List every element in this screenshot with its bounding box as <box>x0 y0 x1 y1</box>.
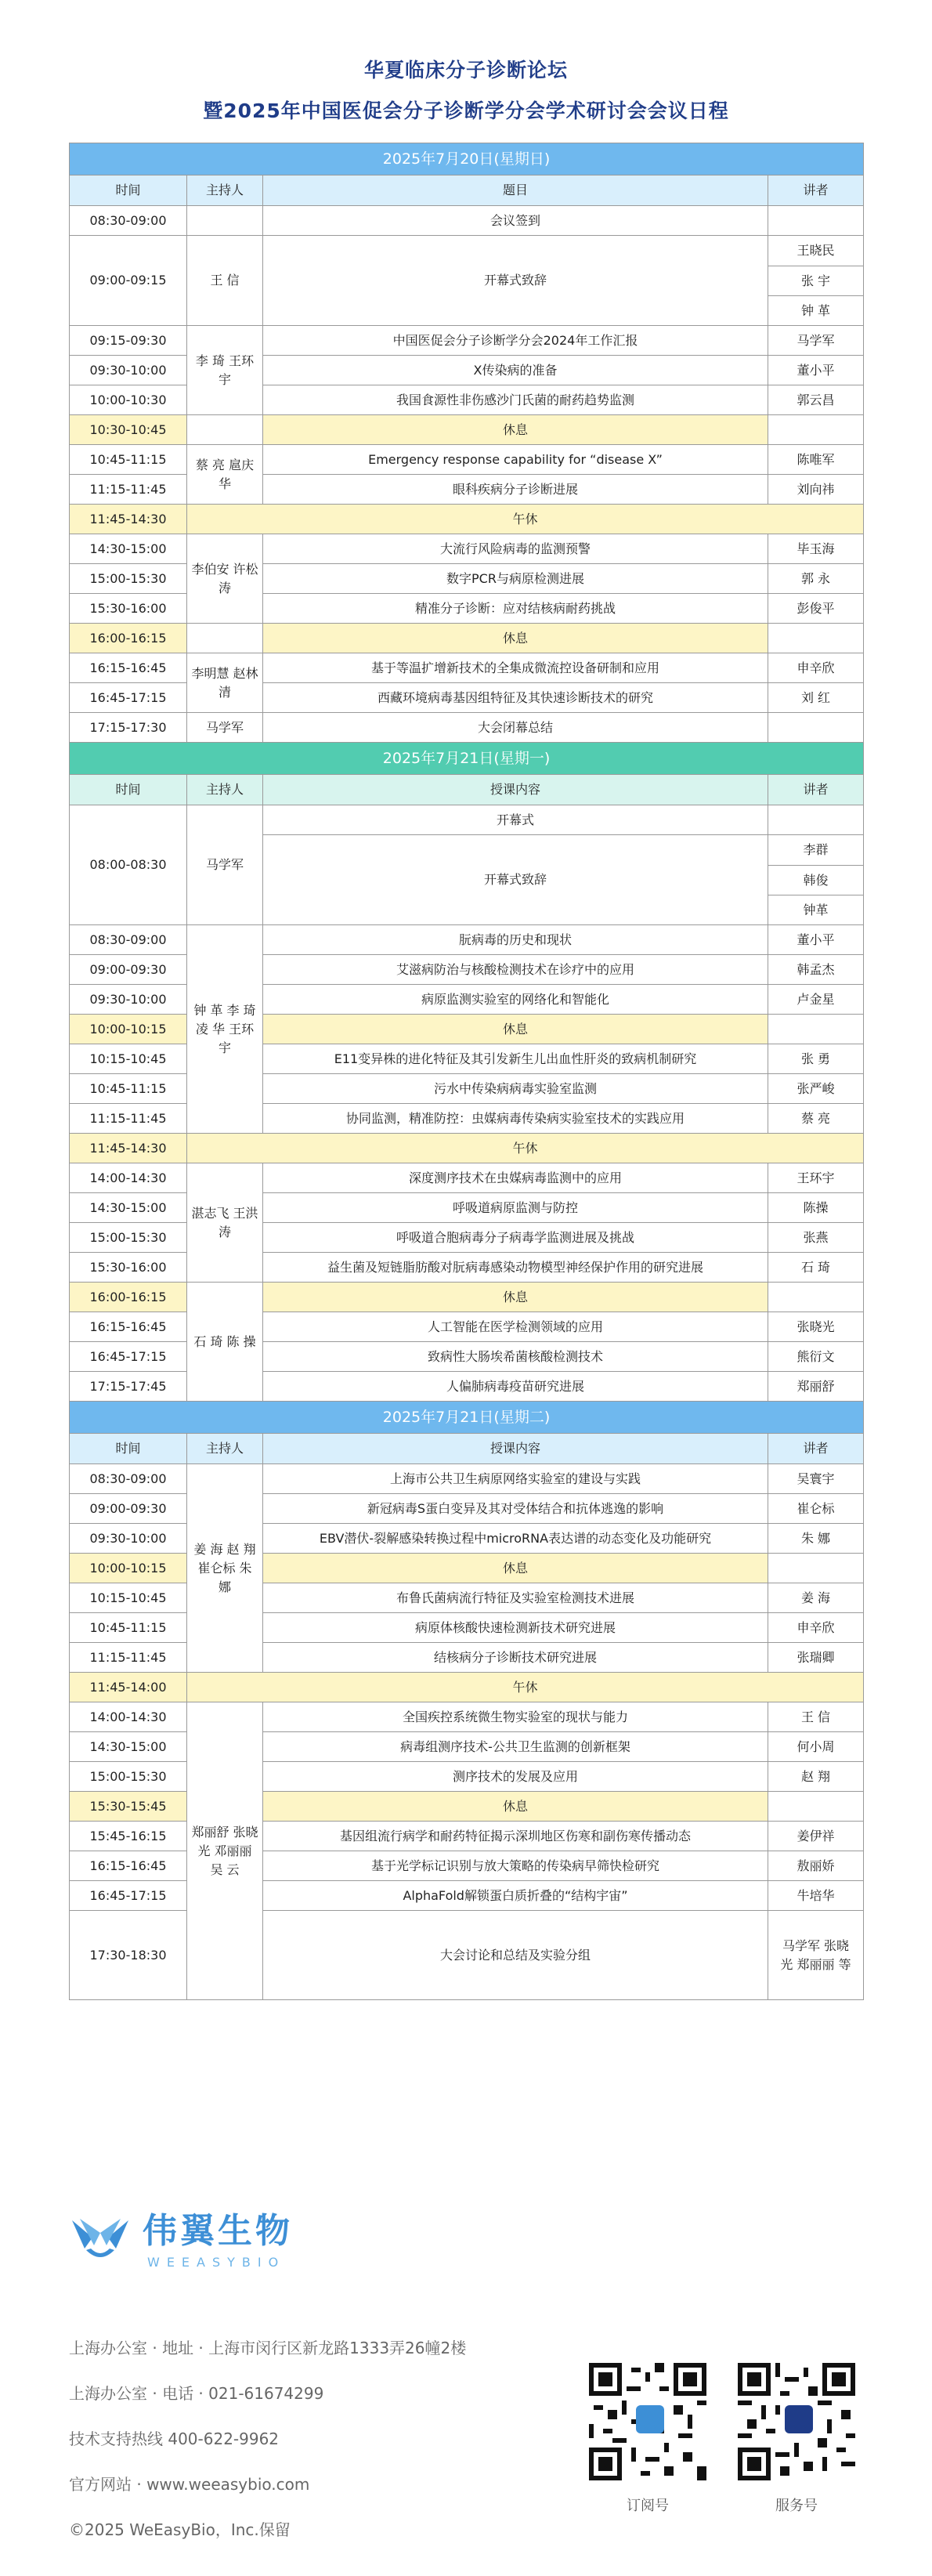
qr-label: 服务号 <box>775 2498 818 2514</box>
break-row <box>70 624 864 653</box>
time-cell: 16:00-16:15 <box>70 624 187 653</box>
time-cell: 09:15-09:30 <box>70 326 187 356</box>
logo-text-cn: 伟翼生物 <box>143 2211 293 2251</box>
time-cell: 15:30-15:45 <box>70 1792 187 1822</box>
speaker-cell: 郭云昌 <box>768 385 864 415</box>
time-cell: 16:15-16:45 <box>70 1851 187 1881</box>
table-row <box>70 445 864 475</box>
topic-cell: 呼吸道病原监测与防控 <box>263 1193 768 1223</box>
table-row <box>70 1464 864 1494</box>
time-cell: 10:00-10:15 <box>70 1015 187 1044</box>
time-cell: 15:00-15:30 <box>70 1762 187 1792</box>
time-cell: 10:15-10:45 <box>70 1044 187 1074</box>
speaker-cell: 张瑞卿 <box>768 1643 864 1673</box>
day-header <box>70 1402 864 1434</box>
topic-cell: 呼吸道合胞病毒分子病毒学监测进展及挑战 <box>263 1223 768 1253</box>
speaker-cell: 王环宇 <box>768 1163 864 1193</box>
topic-cell: 基于光学标记识别与放大策略的传染病早筛快检研究 <box>263 1851 768 1881</box>
topic-cell: 开幕式致辞 <box>263 835 768 925</box>
qr-subscription[interactable] <box>589 2363 706 2515</box>
speaker-cell: 马学军 张晓光 郑丽丽 等 <box>768 1911 864 2000</box>
time-cell: 09:30-10:00 <box>70 356 187 385</box>
host-cell: 姜 海 赵 翔 崔仑标 朱 娜 <box>187 1464 263 1673</box>
speaker-cell: 陈唯军 <box>768 445 864 475</box>
topic-cell: 致病性大肠埃希菌核酸检测技术 <box>263 1342 768 1372</box>
topic-cell: 休息 <box>263 624 768 653</box>
time-cell: 09:30-10:00 <box>70 985 187 1015</box>
column-header-row <box>70 1434 864 1464</box>
topic-cell: 大会闭幕总结 <box>263 713 768 743</box>
col-time: 时间 <box>70 1434 187 1464</box>
time-cell: 16:15-16:45 <box>70 653 187 683</box>
col-speaker: 讲者 <box>768 775 864 805</box>
col-host: 主持人 <box>187 175 263 206</box>
time-cell: 10:45-11:15 <box>70 445 187 475</box>
time-cell: 09:00-09:30 <box>70 1494 187 1524</box>
table-row <box>70 713 864 743</box>
host-cell: 郑丽舒 张晓光 邓丽丽 吴 云 <box>187 1702 263 2000</box>
time-cell: 16:45-17:15 <box>70 683 187 713</box>
time-cell: 11:45-14:30 <box>70 1134 187 1163</box>
time-cell: 15:30-16:00 <box>70 594 187 624</box>
host-cell <box>187 206 263 236</box>
time-cell: 10:00-10:30 <box>70 385 187 415</box>
speaker-cell: 卢金星 <box>768 985 864 1015</box>
host-cell: 李 琦 王环宇 <box>187 326 263 415</box>
support-hotline: 技术支持热线 400-622-9962 <box>69 2429 280 2448</box>
topic-cell: 病原体核酸快速检测新技术研究进展 <box>263 1613 768 1643</box>
topic-cell: 休息 <box>263 1554 768 1583</box>
time-cell: 11:15-11:45 <box>70 1643 187 1673</box>
speaker-cell: 刘 红 <box>768 683 864 713</box>
schedule-table <box>69 143 864 2000</box>
speaker-cell <box>768 1283 864 1312</box>
col-time: 时间 <box>70 175 187 206</box>
time-cell: 16:00-16:15 <box>70 1283 187 1312</box>
topic-cell: E11变异株的进化特征及其引发新生儿出血性肝炎的致病机制研究 <box>263 1044 768 1074</box>
topic-cell: 会议签到 <box>263 206 768 236</box>
speaker-cell <box>768 805 864 835</box>
speaker-name: 李群 <box>768 835 863 866</box>
time-cell: 11:45-14:30 <box>70 505 187 534</box>
speaker-name: 王晓民 <box>768 236 863 266</box>
table-row <box>70 925 864 955</box>
time-cell: 10:00-10:15 <box>70 1554 187 1583</box>
speaker-cell: 何小周 <box>768 1732 864 1762</box>
topic-cell: 人偏肺病毒疫苗研究进展 <box>263 1372 768 1402</box>
speaker-cell <box>768 835 864 925</box>
company-logo <box>69 2209 351 2280</box>
speaker-name: 张 宇 <box>768 266 863 296</box>
topic-cell: 大会讨论和总结及实验分组 <box>263 1911 768 2000</box>
topic-cell: 基因组流行病学和耐药特征揭示深圳地区伤寒和副伤寒传播动态 <box>263 1822 768 1851</box>
host-cell <box>187 624 263 653</box>
speaker-cell: 姜 海 <box>768 1583 864 1613</box>
website-link[interactable]: 官方网站 · www.weeasybio.com <box>69 2475 310 2494</box>
topic-cell: 大流行风险病毒的监测预警 <box>263 534 768 564</box>
day-date: 2025年7月20日(星期日) <box>70 143 864 175</box>
time-cell: 14:00-14:30 <box>70 1163 187 1193</box>
table-row <box>70 1163 864 1193</box>
topic-cell: 朊病毒的历史和现状 <box>263 925 768 955</box>
footer <box>69 2209 863 2554</box>
speaker-cell: 申辛欣 <box>768 653 864 683</box>
time-cell: 10:30-10:45 <box>70 415 187 445</box>
day-date: 2025年7月21日(星期一) <box>70 743 864 775</box>
topic-cell: 我国食源性非伤感沙门氏菌的耐药趋势监测 <box>263 385 768 415</box>
topic-cell: 休息 <box>263 1015 768 1044</box>
host-cell: 石 琦 陈 操 <box>187 1283 263 1402</box>
topic-cell: 中国医促会分子诊断学分会2024年工作汇报 <box>263 326 768 356</box>
speaker-cell: 敖丽娇 <box>768 1851 864 1881</box>
speaker-cell: 吴寰宇 <box>768 1464 864 1494</box>
time-cell: 15:45-16:15 <box>70 1822 187 1851</box>
topic-cell: AlphaFold解锁蛋白质折叠的“结构宇宙” <box>263 1881 768 1911</box>
speaker-cell: 马学军 <box>768 326 864 356</box>
speaker-cell <box>768 236 864 326</box>
speaker-cell: 张严峻 <box>768 1074 864 1104</box>
col-time: 时间 <box>70 775 187 805</box>
topic-cell: 深度测序技术在虫媒病毒监测中的应用 <box>263 1163 768 1193</box>
speaker-cell: 彭俊平 <box>768 594 864 624</box>
time-cell: 11:45-14:00 <box>70 1673 187 1702</box>
host-cell: 蔡 亮 扈庆华 <box>187 445 263 505</box>
qr-code-icon <box>589 2363 706 2480</box>
speaker-cell <box>768 206 864 236</box>
logo-wings-icon <box>69 2214 132 2264</box>
col-topic: 授课内容 <box>263 775 768 805</box>
host-cell: 李伯安 许松涛 <box>187 534 263 624</box>
speaker-cell: 韩孟杰 <box>768 955 864 985</box>
speaker-cell: 郭 永 <box>768 564 864 594</box>
speaker-cell: 张燕 <box>768 1223 864 1253</box>
topic-cell: 布鲁氏菌病流行特征及实验室检测技术进展 <box>263 1583 768 1613</box>
day-header <box>70 743 864 775</box>
topic-cell: 基于等温扩增新技术的全集成微流控设备研制和应用 <box>263 653 768 683</box>
column-header-row <box>70 175 864 206</box>
table-row <box>70 805 864 835</box>
time-cell: 10:45-11:15 <box>70 1613 187 1643</box>
qr-code-icon <box>738 2363 855 2480</box>
topic-cell: 病原监测实验室的网络化和智能化 <box>263 985 768 1015</box>
col-topic: 授课内容 <box>263 1434 768 1464</box>
topic-cell: 精准分子诊断：应对结核病耐药挑战 <box>263 594 768 624</box>
speaker-name: 韩俊 <box>768 866 863 895</box>
col-host: 主持人 <box>187 1434 263 1464</box>
speaker-cell: 申辛欣 <box>768 1613 864 1643</box>
topic-cell: 休息 <box>263 1283 768 1312</box>
speaker-name: 钟 革 <box>800 303 831 318</box>
time-cell: 14:00-14:30 <box>70 1702 187 1732</box>
office-phone: 上海办公室 · 电话 · 021-61674299 <box>69 2384 324 2403</box>
speaker-cell: 张晓光 <box>768 1312 864 1342</box>
topic-cell: 上海市公共卫生病原网络实验室的建设与实践 <box>263 1464 768 1494</box>
host-cell: 马学军 <box>187 805 263 925</box>
speaker-cell: 崔仑标 <box>768 1494 864 1524</box>
topic-cell: 病毒组测序技术-公共卫生监测的创新框架 <box>263 1732 768 1762</box>
lunch-row <box>70 505 864 534</box>
speaker-cell: 毕玉海 <box>768 534 864 564</box>
break-row <box>70 415 864 445</box>
time-cell: 17:30-18:30 <box>70 1911 187 2000</box>
speaker-cell: 蔡 亮 <box>768 1104 864 1134</box>
topic-cell: 西藏环境病毒基因组特征及其快速诊断技术的研究 <box>263 683 768 713</box>
page-subtitle: 暨2025年中国医促会分子诊断学分会学术研讨会会议日程 <box>203 99 729 122</box>
time-cell: 11:15-11:45 <box>70 475 187 505</box>
topic-cell: 测序技术的发展及应用 <box>263 1762 768 1792</box>
host-cell: 钟 革 李 琦 凌 华 王环宇 <box>187 925 263 1134</box>
time-cell: 11:15-11:45 <box>70 1104 187 1134</box>
table-row <box>70 1702 864 1732</box>
col-speaker: 讲者 <box>768 1434 864 1464</box>
break-row <box>70 1283 864 1312</box>
speaker-cell <box>768 1792 864 1822</box>
title-block <box>0 0 932 127</box>
lunch-row <box>70 1134 864 1163</box>
host-cell: 李明慧 赵林清 <box>187 653 263 713</box>
time-cell: 09:30-10:00 <box>70 1524 187 1554</box>
speaker-cell: 刘向祎 <box>768 475 864 505</box>
host-cell: 王 信 <box>187 236 263 326</box>
time-cell: 15:30-16:00 <box>70 1253 187 1283</box>
topic-cell: 结核病分子诊断技术研究进展 <box>263 1643 768 1673</box>
topic-cell: 眼科疾病分子诊断进展 <box>263 475 768 505</box>
speaker-cell: 王 信 <box>768 1702 864 1732</box>
topic-cell: 艾滋病防治与核酸检测技术在诊疗中的应用 <box>263 955 768 985</box>
day-date: 2025年7月21日(星期二) <box>70 1402 864 1434</box>
col-topic: 题目 <box>263 175 768 206</box>
time-cell: 14:30-15:00 <box>70 534 187 564</box>
speaker-cell <box>768 624 864 653</box>
table-row <box>70 653 864 683</box>
time-cell: 17:15-17:45 <box>70 1372 187 1402</box>
qr-service[interactable] <box>738 2363 855 2515</box>
topic-cell: 数字PCR与病原检测进展 <box>263 564 768 594</box>
day-header <box>70 143 864 175</box>
speaker-cell: 张 勇 <box>768 1044 864 1074</box>
topic-cell: EBV潜伏-裂解感染转换过程中microRNA表达谱的动态变化及功能研究 <box>263 1524 768 1554</box>
speaker-cell: 牛培华 <box>768 1881 864 1911</box>
page-title: 华夏临床分子诊断论坛 <box>363 59 568 81</box>
time-cell: 15:00-15:30 <box>70 564 187 594</box>
topic-cell: 开幕式 <box>263 805 768 835</box>
topic-cell: 午休 <box>187 1673 864 1702</box>
time-cell: 17:15-17:30 <box>70 713 187 743</box>
speaker-cell <box>768 415 864 445</box>
contact-info <box>69 2325 466 2552</box>
table-row <box>70 206 864 236</box>
time-cell: 10:45-11:15 <box>70 1074 187 1104</box>
topic-cell: X传染病的准备 <box>263 356 768 385</box>
topic-cell: 全国疾控系统微生物实验室的现状与能力 <box>263 1702 768 1732</box>
host-cell: 马学军 <box>187 713 263 743</box>
copyright: ©2025 WeEasyBio，Inc.保留 <box>69 2520 291 2539</box>
topic-cell: 人工智能在医学检测领域的应用 <box>263 1312 768 1342</box>
lunch-row <box>70 1673 864 1702</box>
time-cell: 15:00-15:30 <box>70 1223 187 1253</box>
topic-cell: 新冠病毒S蛋白变异及其对受体结合和抗体逃逸的影响 <box>263 1494 768 1524</box>
speaker-cell: 董小平 <box>768 925 864 955</box>
topic-cell: 休息 <box>263 415 768 445</box>
office-address: 上海办公室 · 地址 · 上海市闵行区新龙路1333弄26幢2楼 <box>69 2339 467 2357</box>
table-row <box>70 534 864 564</box>
speaker-cell <box>768 713 864 743</box>
time-cell: 16:45-17:15 <box>70 1881 187 1911</box>
time-cell: 09:00-09:30 <box>70 955 187 985</box>
time-cell: 14:30-15:00 <box>70 1732 187 1762</box>
topic-cell: Emergency response capability for “disease X” <box>263 445 768 475</box>
speaker-cell: 陈操 <box>768 1193 864 1223</box>
speaker-name: 钟革 <box>803 903 829 917</box>
column-header-row <box>70 775 864 805</box>
col-speaker: 讲者 <box>768 175 864 206</box>
speaker-cell: 赵 翔 <box>768 1762 864 1792</box>
table-row <box>70 236 864 326</box>
speaker-cell: 朱 娜 <box>768 1524 864 1554</box>
topic-cell: 午休 <box>187 1134 864 1163</box>
time-cell: 16:15-16:45 <box>70 1312 187 1342</box>
time-cell: 14:30-15:00 <box>70 1193 187 1223</box>
time-cell: 08:30-09:00 <box>70 1464 187 1494</box>
topic-cell: 协同监测，精准防控：虫媒病毒传染病实验室技术的实践应用 <box>263 1104 768 1134</box>
speaker-cell: 郑丽舒 <box>768 1372 864 1402</box>
qr-label: 订阅号 <box>627 2498 669 2514</box>
topic-cell: 益生菌及短链脂肪酸对朊病毒感染动物模型神经保护作用的研究进展 <box>263 1253 768 1283</box>
logo-text-en: WEEASYBIO <box>147 2255 286 2270</box>
time-cell: 10:15-10:45 <box>70 1583 187 1613</box>
topic-cell: 休息 <box>263 1792 768 1822</box>
time-cell: 16:45-17:15 <box>70 1342 187 1372</box>
col-host: 主持人 <box>187 775 263 805</box>
speaker-cell: 石 琦 <box>768 1253 864 1283</box>
time-cell: 08:30-09:00 <box>70 206 187 236</box>
topic-cell: 午休 <box>187 505 864 534</box>
speaker-cell: 姜伊祥 <box>768 1822 864 1851</box>
time-cell: 08:00-08:30 <box>70 805 187 925</box>
topic-cell: 开幕式致辞 <box>263 236 768 326</box>
speaker-cell <box>768 1554 864 1583</box>
time-cell: 09:00-09:15 <box>70 236 187 326</box>
speaker-cell: 熊衍文 <box>768 1342 864 1372</box>
topic-cell: 污水中传染病病毒实验室监测 <box>263 1074 768 1104</box>
speaker-cell: 董小平 <box>768 356 864 385</box>
table-row <box>70 326 864 356</box>
speaker-cell <box>768 1015 864 1044</box>
host-cell: 湛志飞 王洪涛 <box>187 1163 263 1283</box>
time-cell: 08:30-09:00 <box>70 925 187 955</box>
host-cell <box>187 415 263 445</box>
